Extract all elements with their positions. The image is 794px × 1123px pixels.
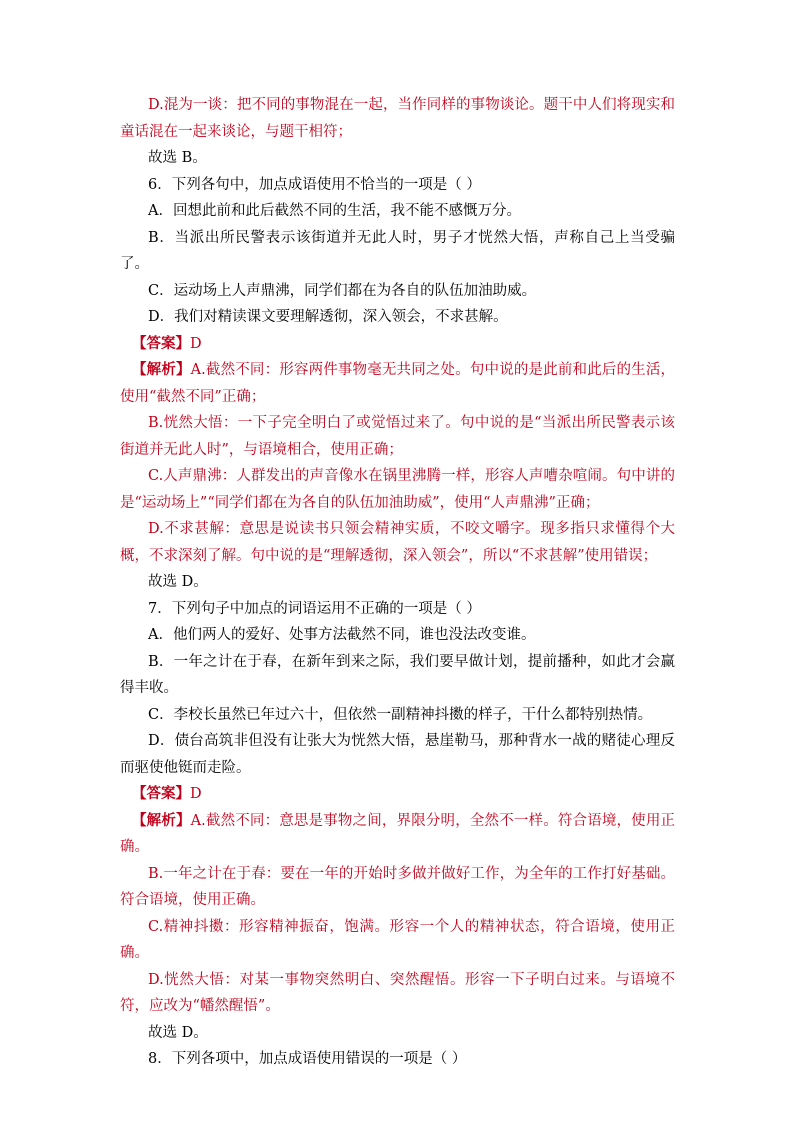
answer-value: D (190, 335, 202, 352)
question-6-analysis-d: D.不求甚解：意思是说读书只领会精神实质，不咬文嚼字。现多指只求懂得个大概，不求深刻了解。句中说的是“理解透彻，深入领会”，所以“不求甚解”使用错误； (120, 521, 675, 564)
question-6-option-a: A．回想此前和此后截然不同的生活，我不能不感慨万分。 (148, 203, 521, 219)
question-6-analysis-b: B.恍然大悟：一下子完全明白了或觉悟过来了。句中说的是“当派出所民警表示该街道并无此人时”，与语境相合，使用正确； (120, 415, 675, 458)
question-6-analysis-a (120, 357, 675, 410)
question-7-analysis-c: C.精神抖擞：形容精神振奋，饱满。形容一个人的精神状态，符合语境，使用正确。 (120, 918, 675, 961)
answer-tag: 【答案】 (132, 785, 190, 802)
question-7-conclusion: 故选 D。 (148, 1024, 208, 1041)
question-7-analysis-d: D.恍然大悟：对某一事物突然明白、突然醒悟。形容一下子明白过来。与语境不符，应改为“幡然醒悟”。 (120, 971, 675, 1014)
question-6-stem: 6．下列各句中，加点成语使用不恰当的一项是（ ） (148, 176, 481, 193)
question-7-analysis-a (120, 808, 675, 861)
analysis-tag: 【解析】 (132, 361, 191, 378)
question-6-analysis-c: C.人声鼎沸：人群发出的声音像水在锅里沸腾一样，形容人声嘈杂喧闹。句中讲的是“运动场上”“同学们都在为各自的队伍加油助威”，使用“人声鼎沸”正确； (120, 468, 675, 511)
document-page (120, 92, 675, 1073)
question-7-option-b: B．一年之计在于春，在新年到来之际，我们要早做计划，提前播种，如此才会赢得丰收。 (120, 653, 675, 696)
question-7-analysis-b: B.一年之计在于春：要在一年的开始时多做并做好工作，为全年的工作打好基础。符合语境，使用正确。 (120, 865, 675, 908)
question-8-stem: 8．下列各项中，加点成语使用错误的一项是（ ） (148, 1051, 467, 1067)
analysis-text: A.截然不同：意思是事物之间，界限分明，全然不一样。符合语境，使用正确。 (120, 812, 676, 855)
answer-value: D (190, 786, 202, 802)
question-7-option-c: C．李校长虽然已年过六十，但依然一副精神抖擞的样子，干什么都特别热情。 (148, 706, 653, 723)
question-7-answer (120, 781, 675, 808)
question-6-option-d: D．我们对精读课文要理解透彻，深入领会，不求甚解。 (148, 309, 508, 325)
question-7-stem: 7．下列句子中加点的词语运用不正确的一项是（ ） (148, 600, 481, 617)
question-6-conclusion: 故选 D。 (148, 574, 208, 590)
answer-tag: 【答案】 (132, 334, 190, 352)
question-7-option-a: A．他们两人的爱好、处事方法截然不同，谁也没法改变谁。 (148, 627, 536, 643)
question-7-option-d: D．债台高筑非但没有让张大为恍然大悟，悬崖勒马，那种背水一战的赌徒心理反而驱使他铤而走险。 (120, 733, 675, 776)
analysis-tag: 【解析】 (132, 811, 191, 829)
question-6-answer (120, 331, 675, 358)
conclusion-prev: 故选 B。 (148, 150, 207, 166)
question-6-option-b: B．当派出所民警表示该街道并无此人时，男子才恍然大悟，声称自己上当受骗了。 (120, 229, 675, 272)
analysis-text: A.截然不同：形容两件事物毫无共同之处。句中说的是此前和此后的生活，使用“截然不同”正确； (120, 362, 676, 405)
option-d-analysis-prev: D.混为一谈：把不同的事物混在一起，当作同样的事物谈论。题干中人们将现实和童话混在一起来谈论，与题干相符； (120, 97, 675, 140)
question-6-option-c: C．运动场上人声鼎沸，同学们都在为各自的队伍加油助威。 (148, 282, 537, 299)
